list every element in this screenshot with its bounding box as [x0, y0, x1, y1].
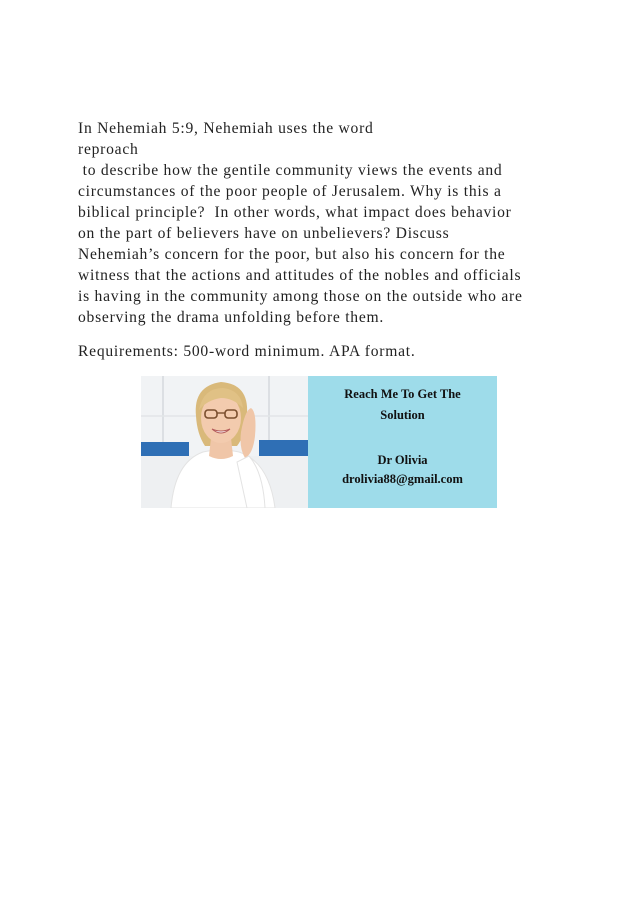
contact-banner[interactable]	[141, 376, 497, 508]
paragraph-line: witness that the actions and attitudes of the nobles and officials	[78, 267, 522, 284]
paragraph-line: circumstances of the poor people of Jerusalem. Why is this a	[78, 183, 502, 200]
tutor-photo	[141, 376, 308, 508]
paragraph-line: observing the drama unfolding before them.	[78, 309, 385, 326]
paragraph-line: biblical principle? In other words, what impact does behavior	[78, 204, 512, 221]
contact-email[interactable]: drolivia88@gmail.com	[342, 472, 463, 486]
question-paragraph	[78, 118, 568, 328]
paragraph-line: Nehemiah’s concern for the poor, but also his concern for the	[78, 246, 506, 263]
paragraph-line: In Nehemiah 5:9, Nehemiah uses the word	[78, 120, 374, 137]
paragraph-line: to describe how the gentile community views the events and	[78, 162, 503, 179]
contact-panel	[308, 376, 497, 508]
banner-headline-line2: Solution	[380, 408, 425, 422]
requirements-text: Requirements: 500-word minimum. APA format.	[78, 343, 416, 360]
paragraph-line: reproach	[78, 141, 139, 158]
tutor-name: Dr Olivia	[377, 453, 428, 467]
paragraph-line: is having in the community among those on the outside who are	[78, 288, 523, 305]
paragraph-line: on the part of believers have on unbelievers? Discuss	[78, 225, 450, 242]
banner-headline-line1: Reach Me To Get The	[344, 387, 461, 401]
